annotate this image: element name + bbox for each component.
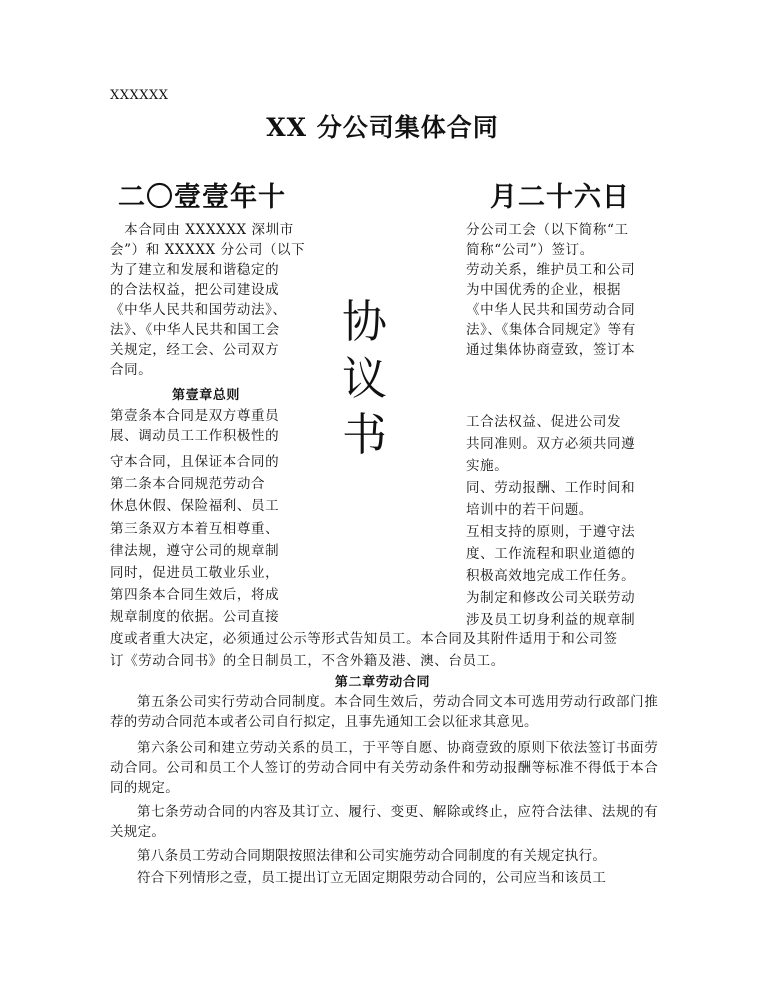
date-right-part: 月二十六日 [490,182,630,213]
intro-right-line: 法》、《集体合同规定》等有 [466,322,636,338]
intro-left-line: 的合法权益，把公司建设成 [110,282,280,298]
chapter-1-left-line: 第壹条本合同是双方尊重员 [110,408,280,424]
side-title-char: 议 [342,352,388,405]
chapter-1-full-line: 订《劳动合同书》的全日制员工，不含外籍及港、澳、台员工。 [110,653,505,669]
chapter-1-right-line: 培训中的若干问题。 [466,502,593,518]
document-code: XXXXXX [110,88,169,103]
chapter-1-left-line: 同时，促进员工敬业乐业， [110,565,280,581]
chapter-1-left-line: 律法规，遵守公司的规章制 [110,543,280,559]
chapter-2-paragraph: 第六条公司和建立劳动关系的员工，于平等自愿、协商壹致的原则下依法签订书面劳动合同。公司和员工个人签订的劳动合同中有关劳动条件和劳动报酬等标准不得低于本合同的规定。 [110,740,658,796]
chapter-1-right-line: 共同准则。双方必须共同遵 [466,436,636,452]
side-title-char: 协 [342,295,388,348]
chapter-1-right-line: 为制定和修改公司关联劳动 [466,590,636,606]
chapter-2-paragraph: 第八条员工劳动合同期限按照法律和公司实施劳动合同制度的有关规定执行。 [137,848,607,864]
chapter-1-heading: 第壹章总则 [172,388,241,403]
document-title: XX 分公司集体合同 [266,113,499,142]
intro-left-line: 为了建立和发展和谐稳定的 [110,262,280,278]
date-left-part: 二〇壹壹年十 [118,182,286,213]
intro-left-line: 关规定，经工会、公司双方 [110,342,280,358]
chapter-1-full-line: 度或者重大决定，必须通过公示等形式告知员工。本合同及其附件适用于和公司签 [110,631,618,647]
chapter-2-paragraph: 第七条劳动合同的内容及其订立、履行、变更、解除或终止，应符合法律、法规的有关规定。 [110,804,658,840]
chapter-1-right-line: 度、工作流程和职业道德的 [466,546,636,562]
intro-right-line: 简称“公司”）签订。 [466,242,594,258]
chapter-1-right-line: 同、劳动报酬、工作时间和 [466,480,636,496]
chapter-1-right-line: 实施。 [466,458,509,474]
chapter-1-left-line: 休息休假、保险福利、员工 [110,498,280,514]
intro-right-line: 为中国优秀的企业，根据 [466,282,622,298]
intro-right-line: 通过集体协商壹致，签订本 [466,342,636,358]
intro-right-line: 分公司工会（以下简称“工 [466,222,629,238]
intro-left-line: 《中华人民共和国劳动法》、 [110,302,287,318]
intro-left-line: 合同。 [110,362,153,378]
chapter-1-right-line: 涉及员工切身利益的规章制 [466,612,636,628]
intro-left-line: 法》、《中华人民共和国工会 [110,322,280,338]
side-title-char: 书 [342,408,388,461]
intro-left-line: 本合同由 XXXXXX 深圳市 [110,222,294,238]
intro-right-line: 《中华人民共和国劳动合同 [466,302,636,318]
chapter-1-left-line: 规章制度的依据。公司直接 [110,609,280,625]
chapter-1-right-line: 积极高效地完成工作任务。 [466,568,636,584]
chapter-1-left-line: 展、调动员工工作积极性的 [110,428,280,444]
chapter-1-left-line: 第二条本合同规范劳动合 [110,476,266,492]
chapter-1-left-line: 守本合同，且保证本合同的 [110,454,280,470]
chapter-2-paragraph: 第五条公司实行劳动合同制度。本合同生效后，劳动合同文本可选用劳动行政部门推荐的劳动合同范本或者公司自行拟定，且事先通知工会以征求其意见。 [110,694,658,730]
chapter-1-right-line: 工合法权益、促进公司发 [466,414,622,430]
chapter-2-heading: 第二章劳动合同 [334,675,431,690]
chapter-1-left-line: 第三条双方本着互相尊重、 [110,521,280,537]
intro-left-line: 会”）和 XXXXX 分公司（以下 [110,242,306,258]
chapter-1-left-line: 第四条本合同生效后，将成 [110,587,280,603]
intro-right-line: 劳动关系，维护员工和公司 [466,262,636,278]
chapter-2-paragraph: 符合下列情形之壹，员工提出订立无固定期限劳动合同的，公司应当和该员工 [137,870,607,886]
chapter-1-right-line: 互相支持的原则，于遵守法 [466,524,636,540]
